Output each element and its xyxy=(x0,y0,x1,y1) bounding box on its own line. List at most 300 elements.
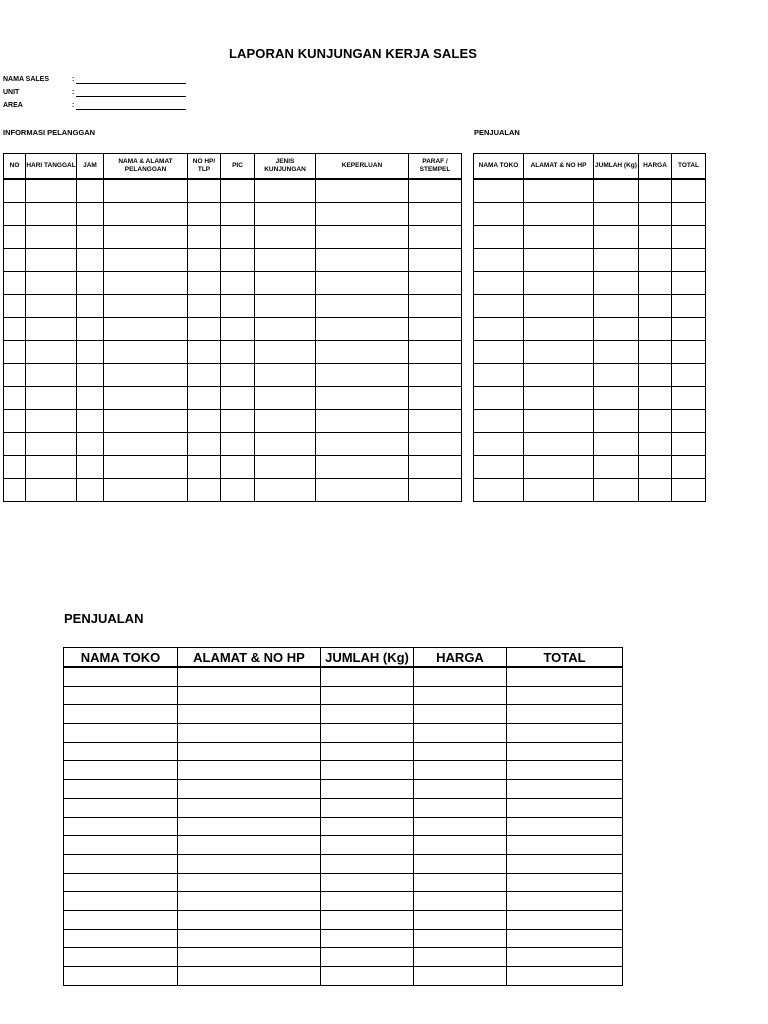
table-cell[interactable] xyxy=(77,479,104,502)
table-cell[interactable] xyxy=(77,249,104,272)
table-cell[interactable] xyxy=(104,479,188,502)
table-cell[interactable] xyxy=(507,742,623,761)
table-cell[interactable] xyxy=(4,433,26,456)
table-cell[interactable] xyxy=(4,203,26,226)
table-cell[interactable] xyxy=(507,667,623,686)
table-cell[interactable] xyxy=(64,948,178,967)
table-cell[interactable] xyxy=(26,341,77,364)
table-cell[interactable] xyxy=(26,364,77,387)
table-cell[interactable] xyxy=(221,226,255,249)
table-cell[interactable] xyxy=(178,929,321,948)
table-cell[interactable] xyxy=(77,179,104,203)
table-cell[interactable] xyxy=(594,410,639,433)
table-cell[interactable] xyxy=(414,948,507,967)
table-cell[interactable] xyxy=(524,364,594,387)
table-row xyxy=(64,817,623,836)
table-cell[interactable] xyxy=(188,179,221,203)
table-cell[interactable] xyxy=(594,226,639,249)
table-cell[interactable] xyxy=(178,686,321,705)
table-cell[interactable] xyxy=(507,892,623,911)
table-cell[interactable] xyxy=(409,179,462,203)
table-cell[interactable] xyxy=(221,203,255,226)
table-cell[interactable] xyxy=(507,929,623,948)
table-cell[interactable] xyxy=(414,742,507,761)
table-cell[interactable] xyxy=(414,817,507,836)
table-cell[interactable] xyxy=(594,364,639,387)
table-cell[interactable] xyxy=(524,433,594,456)
table-cell[interactable] xyxy=(221,433,255,456)
table-row xyxy=(4,318,462,341)
table-cell[interactable] xyxy=(321,742,414,761)
table-cell[interactable] xyxy=(474,456,524,479)
table-cell[interactable] xyxy=(178,761,321,780)
table-cell[interactable] xyxy=(104,295,188,318)
table-cell[interactable] xyxy=(414,780,507,799)
table-cell[interactable] xyxy=(414,761,507,780)
table-cell[interactable] xyxy=(221,410,255,433)
table-cell[interactable] xyxy=(639,364,672,387)
table-cell[interactable] xyxy=(414,705,507,724)
table-cell[interactable] xyxy=(672,364,706,387)
table-cell[interactable] xyxy=(409,203,462,226)
table-cell[interactable] xyxy=(4,341,26,364)
table-cell[interactable] xyxy=(594,341,639,364)
table-cell[interactable] xyxy=(64,854,178,873)
table-row xyxy=(4,226,462,249)
table-cell[interactable] xyxy=(524,456,594,479)
table-cell[interactable] xyxy=(221,295,255,318)
table-cell[interactable] xyxy=(672,179,706,203)
table-cell[interactable] xyxy=(4,295,26,318)
table-cell[interactable] xyxy=(188,387,221,410)
table-cell[interactable] xyxy=(474,364,524,387)
table-cell[interactable] xyxy=(77,226,104,249)
table-cell[interactable] xyxy=(64,892,178,911)
table-cell[interactable] xyxy=(64,817,178,836)
table-cell[interactable] xyxy=(188,203,221,226)
table-cell[interactable] xyxy=(178,836,321,855)
table-cell[interactable] xyxy=(474,410,524,433)
table-cell[interactable] xyxy=(321,892,414,911)
table-cell[interactable] xyxy=(321,910,414,929)
table-cell[interactable] xyxy=(26,226,77,249)
table-cell[interactable] xyxy=(321,854,414,873)
table-cell[interactable] xyxy=(524,203,594,226)
table-cell[interactable] xyxy=(594,387,639,410)
table-cell[interactable] xyxy=(409,364,462,387)
table-cell[interactable] xyxy=(321,817,414,836)
table-cell[interactable] xyxy=(639,179,672,203)
table-cell[interactable] xyxy=(316,341,409,364)
table-cell[interactable] xyxy=(188,410,221,433)
table-cell[interactable] xyxy=(414,967,507,986)
table-cell[interactable] xyxy=(4,387,26,410)
table-cell[interactable] xyxy=(507,873,623,892)
table-cell[interactable] xyxy=(255,341,316,364)
table-cell[interactable] xyxy=(104,410,188,433)
table-cell[interactable] xyxy=(77,364,104,387)
table-cell[interactable] xyxy=(672,387,706,410)
table-cell[interactable] xyxy=(4,364,26,387)
table-cell[interactable] xyxy=(321,929,414,948)
table-cell[interactable] xyxy=(409,226,462,249)
table-cell[interactable] xyxy=(316,456,409,479)
table-cell[interactable] xyxy=(507,854,623,873)
table-cell[interactable] xyxy=(64,836,178,855)
table-cell[interactable] xyxy=(639,249,672,272)
table-cell[interactable] xyxy=(639,318,672,341)
table-cell[interactable] xyxy=(507,705,623,724)
table-cell[interactable] xyxy=(321,761,414,780)
table-cell[interactable] xyxy=(178,780,321,799)
table-cell[interactable] xyxy=(188,364,221,387)
table-cell[interactable] xyxy=(26,203,77,226)
table-cell[interactable] xyxy=(321,836,414,855)
table-cell[interactable] xyxy=(104,318,188,341)
table-cell[interactable] xyxy=(474,272,524,295)
table-cell[interactable] xyxy=(409,456,462,479)
table-cell[interactable] xyxy=(409,318,462,341)
table-cell[interactable] xyxy=(672,456,706,479)
table-row xyxy=(474,387,706,410)
table-cell[interactable] xyxy=(639,433,672,456)
table-cell[interactable] xyxy=(672,341,706,364)
table-cell[interactable] xyxy=(26,249,77,272)
table-cell[interactable] xyxy=(221,249,255,272)
table-cell[interactable] xyxy=(26,179,77,203)
table-cell[interactable] xyxy=(414,724,507,743)
table-cell[interactable] xyxy=(188,295,221,318)
table-cell[interactable] xyxy=(672,295,706,318)
table-cell[interactable] xyxy=(594,456,639,479)
table-cell[interactable] xyxy=(409,410,462,433)
table-cell[interactable] xyxy=(104,387,188,410)
table-cell[interactable] xyxy=(221,272,255,295)
table-cell[interactable] xyxy=(639,387,672,410)
table-cell[interactable] xyxy=(178,967,321,986)
table-cell[interactable] xyxy=(4,226,26,249)
table-cell[interactable] xyxy=(414,798,507,817)
table-cell[interactable] xyxy=(4,456,26,479)
table-cell[interactable] xyxy=(507,724,623,743)
table-cell[interactable] xyxy=(221,456,255,479)
table-cell[interactable] xyxy=(26,318,77,341)
table-cell[interactable] xyxy=(64,910,178,929)
table-cell[interactable] xyxy=(639,410,672,433)
table-cell[interactable] xyxy=(474,203,524,226)
col-header: TOTAL xyxy=(507,648,623,668)
table-cell[interactable] xyxy=(639,226,672,249)
col-header: KEPERLUAN xyxy=(316,154,409,180)
table-cell[interactable] xyxy=(255,203,316,226)
table-cell[interactable] xyxy=(104,203,188,226)
table-cell[interactable] xyxy=(255,410,316,433)
table-cell[interactable] xyxy=(594,318,639,341)
table-cell[interactable] xyxy=(104,341,188,364)
table-cell[interactable] xyxy=(414,836,507,855)
table-cell[interactable] xyxy=(524,341,594,364)
table-cell[interactable] xyxy=(409,341,462,364)
table-cell[interactable] xyxy=(64,705,178,724)
table-cell[interactable] xyxy=(178,724,321,743)
table-cell[interactable] xyxy=(4,249,26,272)
table-cell[interactable] xyxy=(474,341,524,364)
table-cell[interactable] xyxy=(507,948,623,967)
table-cell[interactable] xyxy=(104,272,188,295)
table-cell[interactable] xyxy=(178,705,321,724)
table-cell[interactable] xyxy=(77,456,104,479)
table-cell[interactable] xyxy=(639,479,672,502)
table-cell[interactable] xyxy=(672,272,706,295)
table-cell[interactable] xyxy=(524,272,594,295)
table-cell[interactable] xyxy=(178,742,321,761)
table-cell[interactable] xyxy=(104,179,188,203)
table-cell[interactable] xyxy=(178,948,321,967)
table-cell[interactable] xyxy=(414,854,507,873)
table-cell[interactable] xyxy=(4,272,26,295)
table-cell[interactable] xyxy=(178,873,321,892)
table-cell[interactable] xyxy=(507,798,623,817)
table-cell[interactable] xyxy=(474,479,524,502)
table-cell[interactable] xyxy=(4,318,26,341)
table-cell[interactable] xyxy=(316,318,409,341)
table-cell[interactable] xyxy=(77,203,104,226)
table-cell[interactable] xyxy=(316,387,409,410)
table-cell[interactable] xyxy=(474,295,524,318)
table-cell[interactable] xyxy=(414,892,507,911)
table-cell[interactable] xyxy=(104,249,188,272)
table-cell[interactable] xyxy=(594,479,639,502)
field-colon: : xyxy=(72,89,75,96)
table-cell[interactable] xyxy=(321,967,414,986)
table-row xyxy=(474,272,706,295)
table-cell[interactable] xyxy=(77,341,104,364)
table-cell[interactable] xyxy=(316,179,409,203)
table-cell[interactable] xyxy=(321,798,414,817)
table-cell[interactable] xyxy=(414,910,507,929)
table-cell[interactable] xyxy=(64,742,178,761)
table-cell[interactable] xyxy=(255,479,316,502)
table-cell[interactable] xyxy=(26,410,77,433)
table-cell[interactable] xyxy=(178,817,321,836)
table-cell[interactable] xyxy=(77,387,104,410)
table-cell[interactable] xyxy=(64,929,178,948)
table-row xyxy=(474,433,706,456)
sales-large-title: PENJUALAN xyxy=(64,611,144,626)
table-cell[interactable] xyxy=(639,272,672,295)
table-cell[interactable] xyxy=(321,948,414,967)
table-cell[interactable] xyxy=(409,433,462,456)
table-cell[interactable] xyxy=(26,433,77,456)
table-cell[interactable] xyxy=(188,433,221,456)
table-cell[interactable] xyxy=(594,249,639,272)
table-cell[interactable] xyxy=(188,226,221,249)
table-cell[interactable] xyxy=(524,387,594,410)
table-cell[interactable] xyxy=(639,203,672,226)
field-input-line[interactable] xyxy=(76,109,186,110)
table-cell[interactable] xyxy=(414,929,507,948)
table-cell[interactable] xyxy=(26,295,77,318)
table-cell[interactable] xyxy=(639,456,672,479)
table-cell[interactable] xyxy=(104,456,188,479)
table-cell[interactable] xyxy=(255,249,316,272)
field-input-line[interactable] xyxy=(76,83,186,84)
table-cell[interactable] xyxy=(672,318,706,341)
table-cell[interactable] xyxy=(26,479,77,502)
table-cell[interactable] xyxy=(178,910,321,929)
table-cell[interactable] xyxy=(77,272,104,295)
table-cell[interactable] xyxy=(26,387,77,410)
table-cell[interactable] xyxy=(316,410,409,433)
table-cell[interactable] xyxy=(221,479,255,502)
table-cell[interactable] xyxy=(672,410,706,433)
table-cell[interactable] xyxy=(188,249,221,272)
table-cell[interactable] xyxy=(414,873,507,892)
table-cell[interactable] xyxy=(178,892,321,911)
table-cell[interactable] xyxy=(178,798,321,817)
table-cell[interactable] xyxy=(507,967,623,986)
table-cell[interactable] xyxy=(178,854,321,873)
table-cell[interactable] xyxy=(64,667,178,686)
table-cell[interactable] xyxy=(255,295,316,318)
table-row xyxy=(64,667,623,686)
table-cell[interactable] xyxy=(77,295,104,318)
table-cell[interactable] xyxy=(639,295,672,318)
table-cell[interactable] xyxy=(77,433,104,456)
table-cell[interactable] xyxy=(321,667,414,686)
table-cell[interactable] xyxy=(409,387,462,410)
table-cell[interactable] xyxy=(316,433,409,456)
table-cell[interactable] xyxy=(474,387,524,410)
table-cell[interactable] xyxy=(64,967,178,986)
table-cell[interactable] xyxy=(594,433,639,456)
table-cell[interactable] xyxy=(316,203,409,226)
table-cell[interactable] xyxy=(316,479,409,502)
table-cell[interactable] xyxy=(221,364,255,387)
table-cell[interactable] xyxy=(316,364,409,387)
table-cell[interactable] xyxy=(26,272,77,295)
table-cell[interactable] xyxy=(26,456,77,479)
table-cell[interactable] xyxy=(77,318,104,341)
table-cell[interactable] xyxy=(507,686,623,705)
table-cell[interactable] xyxy=(524,249,594,272)
table-cell[interactable] xyxy=(524,479,594,502)
table-cell[interactable] xyxy=(221,341,255,364)
table-cell[interactable] xyxy=(4,479,26,502)
table-cell[interactable] xyxy=(64,780,178,799)
table-cell[interactable] xyxy=(672,433,706,456)
table-cell[interactable] xyxy=(178,667,321,686)
table-cell[interactable] xyxy=(255,433,316,456)
table-cell[interactable] xyxy=(221,179,255,203)
table-cell[interactable] xyxy=(64,724,178,743)
table-cell[interactable] xyxy=(321,705,414,724)
table-cell[interactable] xyxy=(594,295,639,318)
table-cell[interactable] xyxy=(474,249,524,272)
table-cell[interactable] xyxy=(409,249,462,272)
table-cell[interactable] xyxy=(524,295,594,318)
table-row xyxy=(4,179,462,203)
table-cell[interactable] xyxy=(255,226,316,249)
table-cell[interactable] xyxy=(594,203,639,226)
table-cell[interactable] xyxy=(672,203,706,226)
table-cell[interactable] xyxy=(507,910,623,929)
table-cell[interactable] xyxy=(507,836,623,855)
table-cell[interactable] xyxy=(255,364,316,387)
table-cell[interactable] xyxy=(524,410,594,433)
table-cell[interactable] xyxy=(77,410,104,433)
table-cell[interactable] xyxy=(104,433,188,456)
table-row xyxy=(64,761,623,780)
table-cell[interactable] xyxy=(64,686,178,705)
table-cell[interactable] xyxy=(4,179,26,203)
table-cell[interactable] xyxy=(474,179,524,203)
table-cell[interactable] xyxy=(188,479,221,502)
table-cell[interactable] xyxy=(409,272,462,295)
table-row xyxy=(474,410,706,433)
table-cell[interactable] xyxy=(672,226,706,249)
table-cell[interactable] xyxy=(507,817,623,836)
table-cell[interactable] xyxy=(414,686,507,705)
table-cell[interactable] xyxy=(316,249,409,272)
table-cell[interactable] xyxy=(64,798,178,817)
table-cell[interactable] xyxy=(409,479,462,502)
table-cell[interactable] xyxy=(594,272,639,295)
table-cell[interactable] xyxy=(188,318,221,341)
table-cell[interactable] xyxy=(255,318,316,341)
table-cell[interactable] xyxy=(524,179,594,203)
table-cell[interactable] xyxy=(594,179,639,203)
table-cell[interactable] xyxy=(255,456,316,479)
table-cell[interactable] xyxy=(474,433,524,456)
table-cell[interactable] xyxy=(221,387,255,410)
table-cell[interactable] xyxy=(188,341,221,364)
table-cell[interactable] xyxy=(507,780,623,799)
table-cell[interactable] xyxy=(104,226,188,249)
table-cell[interactable] xyxy=(321,873,414,892)
field-input-line[interactable] xyxy=(76,96,186,97)
table-cell[interactable] xyxy=(188,456,221,479)
table-cell[interactable] xyxy=(474,226,524,249)
table-cell[interactable] xyxy=(316,272,409,295)
table-cell[interactable] xyxy=(321,724,414,743)
table-cell[interactable] xyxy=(64,873,178,892)
table-cell[interactable] xyxy=(255,387,316,410)
table-cell[interactable] xyxy=(414,667,507,686)
table-cell[interactable] xyxy=(255,272,316,295)
table-cell[interactable] xyxy=(188,272,221,295)
table-cell[interactable] xyxy=(672,479,706,502)
table-cell[interactable] xyxy=(639,341,672,364)
table-cell[interactable] xyxy=(64,761,178,780)
table-cell[interactable] xyxy=(316,226,409,249)
table-row xyxy=(4,341,462,364)
table-cell[interactable] xyxy=(524,318,594,341)
table-cell[interactable] xyxy=(524,226,594,249)
table-cell[interactable] xyxy=(507,761,623,780)
table-cell[interactable] xyxy=(221,318,255,341)
table-cell[interactable] xyxy=(321,780,414,799)
table-cell[interactable] xyxy=(474,318,524,341)
table-cell[interactable] xyxy=(672,249,706,272)
table-cell[interactable] xyxy=(316,295,409,318)
table-row xyxy=(64,836,623,855)
table-cell[interactable] xyxy=(4,410,26,433)
table-cell[interactable] xyxy=(104,364,188,387)
table-cell[interactable] xyxy=(409,295,462,318)
table-cell[interactable] xyxy=(321,686,414,705)
table-cell[interactable] xyxy=(255,179,316,203)
